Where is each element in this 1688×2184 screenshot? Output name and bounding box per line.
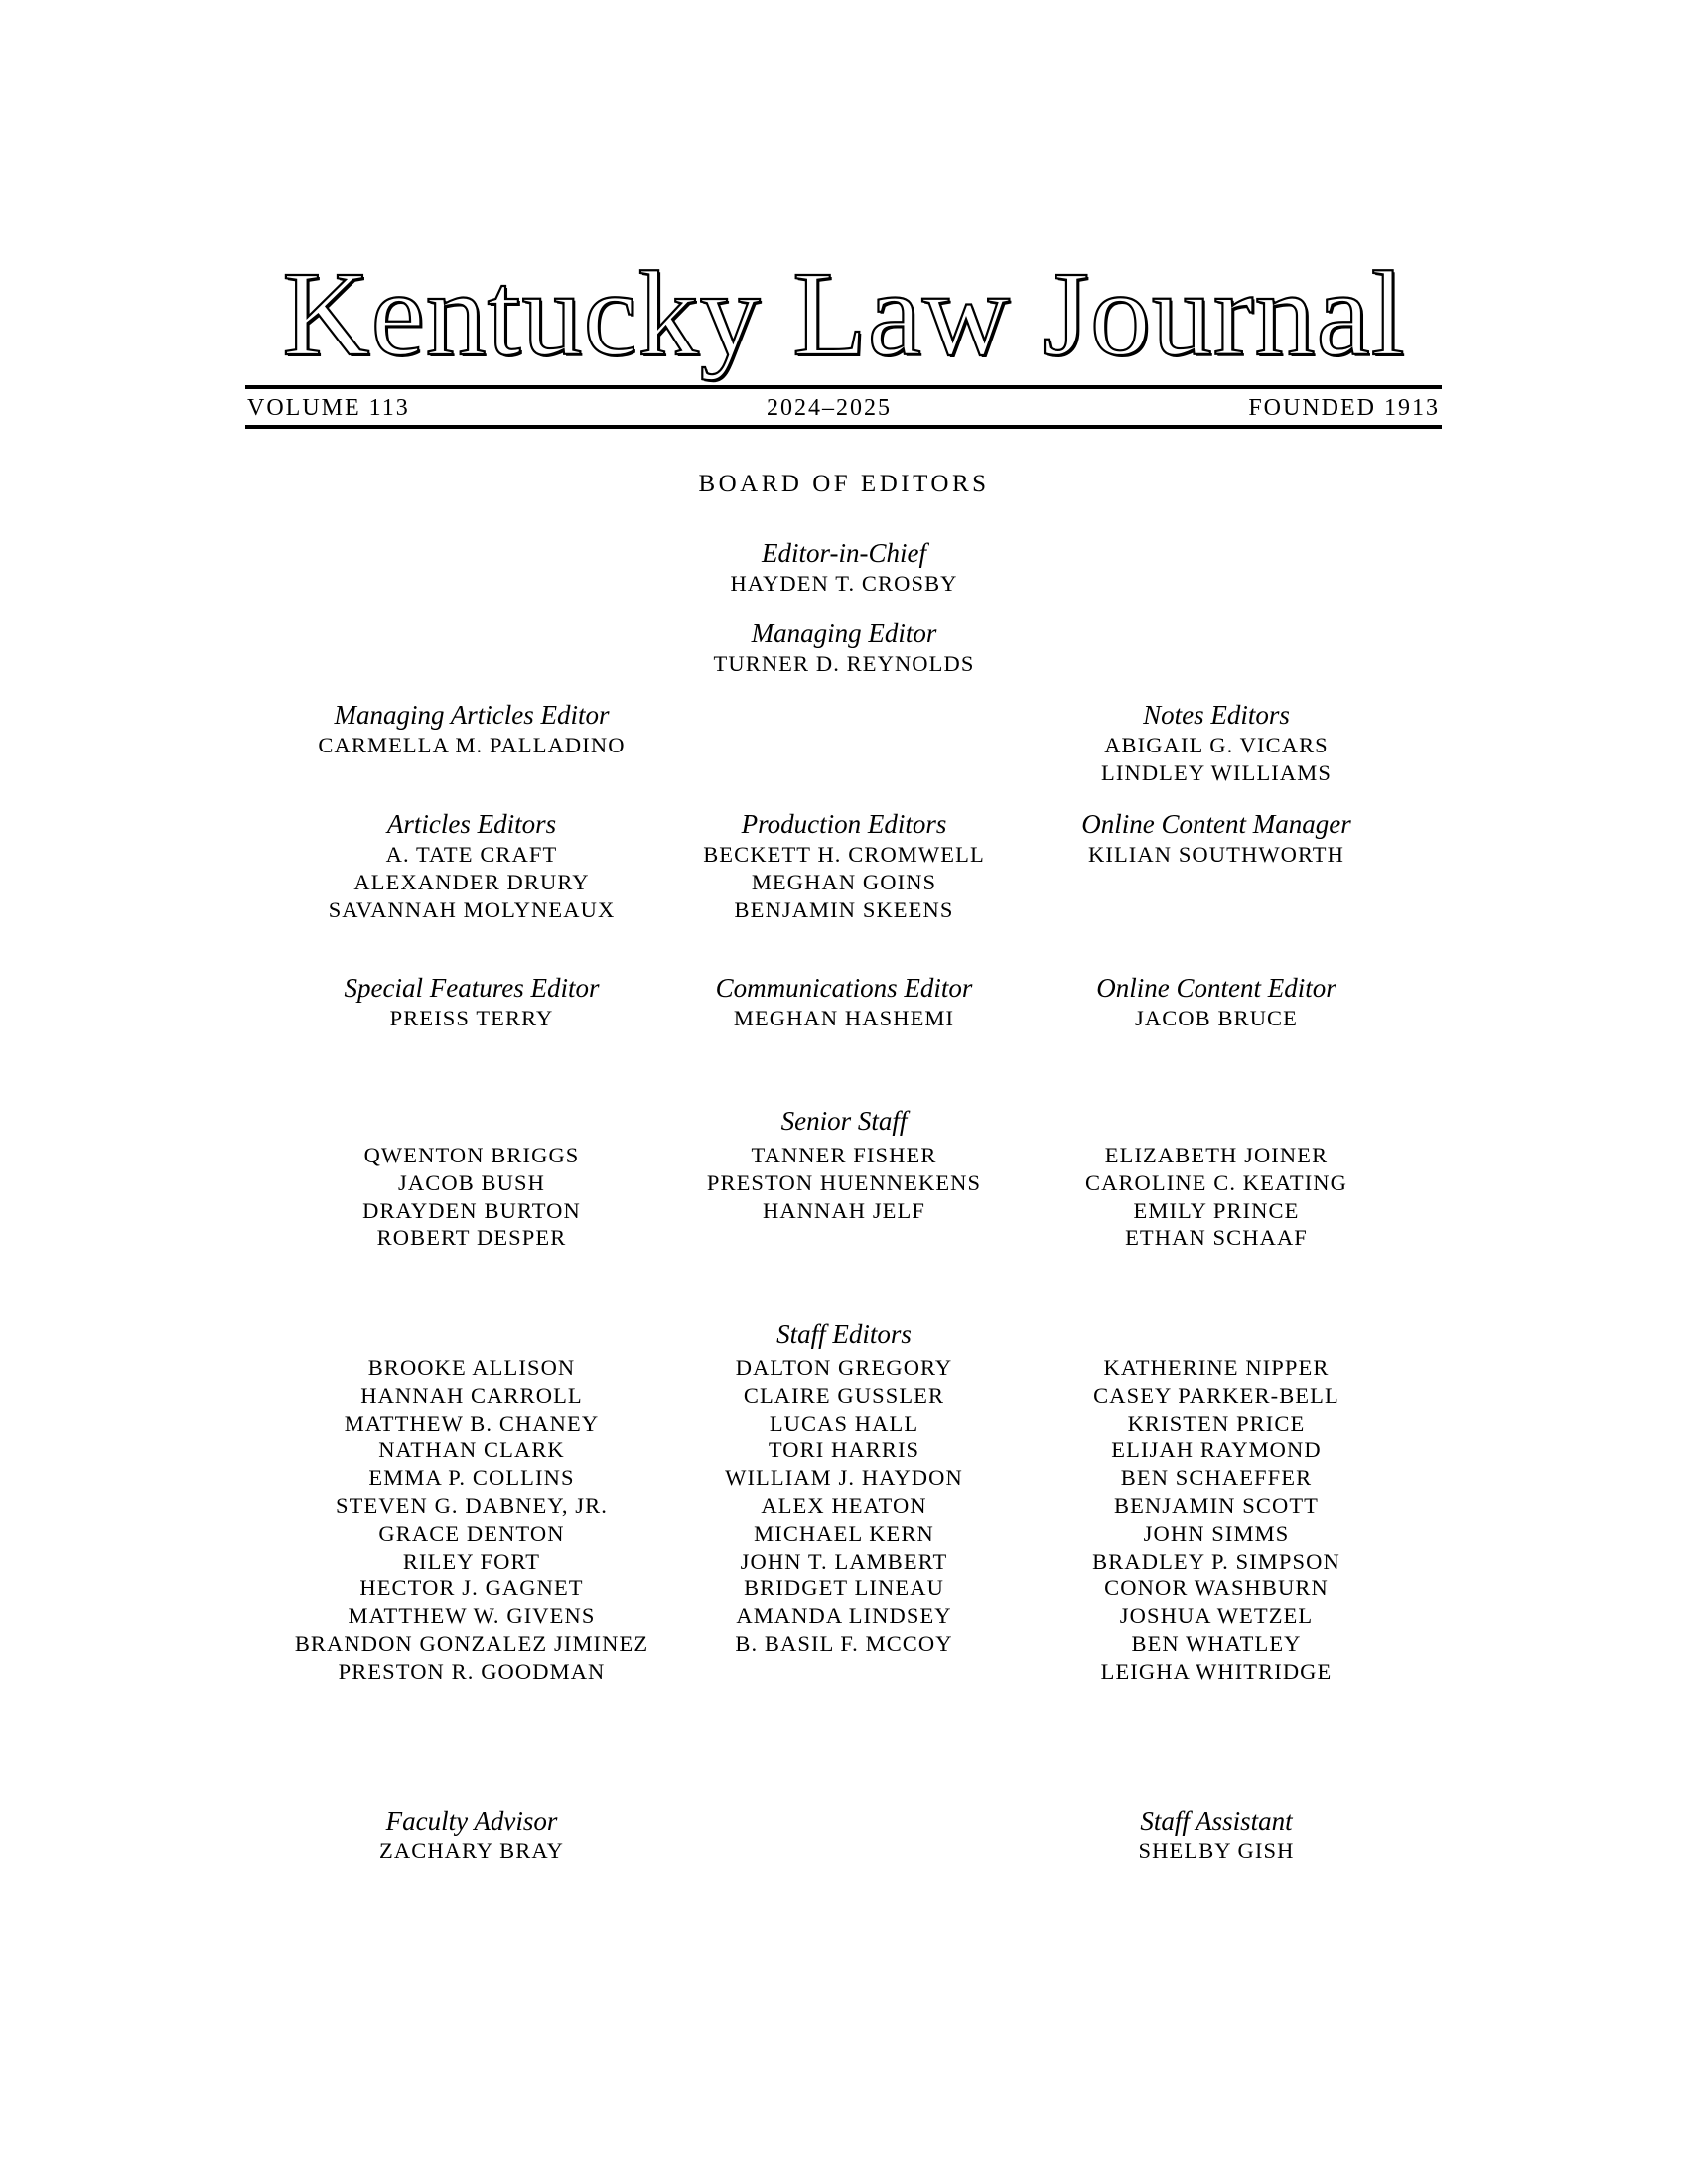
person-name: ETHAN SCHAAF: [1125, 1225, 1308, 1251]
person-name: HECTOR J. GAGNET: [359, 1575, 584, 1601]
person-name: JACOB BUSH: [398, 1169, 545, 1195]
person-name: B. BASIL F. MCCOY: [735, 1630, 953, 1656]
volume-label: VOLUME 113: [247, 394, 410, 421]
name-list: [968, 841, 1465, 869]
person-name: KRISTEN PRICE: [1127, 1410, 1306, 1435]
person-name: PRESTON HUENNEKENS: [706, 1169, 982, 1195]
name-list: [968, 1838, 1465, 1865]
name-list: [223, 732, 720, 759]
name-list: [223, 1838, 720, 1865]
section-heading: Production Editors: [741, 809, 947, 839]
person-name: WILLIAM J. HAYDON: [725, 1465, 963, 1491]
section-heading: Faculty Advisor: [385, 1806, 558, 1836]
person-name: GRACE DENTON: [378, 1520, 565, 1546]
senior-staff-heading-block: [596, 1104, 1092, 1138]
section-heading: Managing Editor: [751, 618, 937, 648]
section-heading: Communications Editor: [715, 973, 973, 1003]
person-name: PREISS TERRY: [389, 1006, 554, 1030]
person-name: ROBERT DESPER: [376, 1225, 567, 1251]
managing-editor-block: [596, 616, 1092, 678]
person-name: ALEX HEATON: [761, 1492, 927, 1518]
person-name: HAYDEN T. CROSBY: [730, 571, 958, 596]
person-name: TURNER D. REYNOLDS: [713, 651, 975, 676]
person-name: BRANDON GONZALEZ JIMINEZ: [294, 1630, 649, 1656]
person-name: BRADLEY P. SIMPSON: [1092, 1548, 1340, 1573]
name-list: [968, 1005, 1465, 1032]
person-name: JOHN T. LAMBERT: [740, 1548, 948, 1573]
name-list: [968, 732, 1465, 787]
person-name: ELIJAH RAYMOND: [1111, 1437, 1322, 1463]
section-heading: Online Content Manager: [1081, 809, 1351, 839]
editor-in-chief-block: [596, 536, 1092, 598]
section-heading: Staff Assistant: [1140, 1806, 1293, 1836]
person-name: BRIDGET LINEAU: [744, 1575, 944, 1601]
section-heading: Special Features Editor: [344, 973, 600, 1003]
person-name: BENJAMIN SKEENS: [734, 896, 954, 922]
years-label: 2024–2025: [767, 394, 893, 421]
person-name: LINDLEY WILLIAMS: [1101, 759, 1332, 785]
person-name: BEN WHATLEY: [1131, 1630, 1302, 1656]
person-name: MATTHEW W. GIVENS: [348, 1603, 596, 1629]
section-heading: Notes Editors: [1143, 700, 1290, 730]
person-name: JOSHUA WETZEL: [1119, 1603, 1314, 1629]
senior-staff-right-column: [968, 1142, 1465, 1252]
person-name: LUCAS HALL: [769, 1410, 919, 1435]
section-heading: Managing Articles Editor: [334, 700, 610, 730]
online-content-editor-block: [968, 971, 1465, 1032]
person-name: HANNAH CARROLL: [360, 1382, 583, 1408]
section-heading: Editor-in-Chief: [762, 538, 926, 568]
person-name: EMMA P. COLLINS: [368, 1465, 575, 1491]
person-name: BROOKE ALLISON: [367, 1355, 576, 1380]
masthead-info-bar: [247, 393, 1440, 423]
masthead-rule-top: [245, 385, 1442, 389]
person-name: JOHN SIMMS: [1143, 1520, 1290, 1546]
board-title: BOARD OF EDITORS: [698, 471, 990, 497]
person-name: TORI HARRIS: [768, 1437, 920, 1463]
person-name: MICHAEL KERN: [754, 1520, 934, 1546]
name-list: [968, 1142, 1465, 1252]
person-name: HANNAH JELF: [763, 1197, 925, 1223]
person-name: CASEY PARKER-BELL: [1093, 1382, 1339, 1408]
person-name: BECKETT H. CROMWELL: [703, 842, 985, 867]
person-name: MATTHEW B. CHANEY: [344, 1410, 600, 1435]
person-name: EMILY PRINCE: [1133, 1197, 1300, 1223]
person-name: ELIZABETH JOINER: [1104, 1143, 1329, 1167]
faculty-advisor-block: [223, 1804, 720, 1865]
staff-editors-right-column: [968, 1354, 1465, 1686]
person-name: NATHAN CLARK: [378, 1437, 565, 1463]
journal-title: Kentucky Law Journal: [282, 247, 1406, 381]
person-name: SAVANNAH MOLYNEAUX: [328, 896, 616, 922]
name-list: [596, 650, 1092, 678]
person-name: ALEXANDER DRURY: [353, 869, 590, 894]
person-name: JACOB BRUCE: [1134, 1006, 1298, 1030]
staff-assistant-block: [968, 1804, 1465, 1865]
person-name: KILIAN SOUTHWORTH: [1088, 842, 1344, 867]
person-name: RILEY FORT: [402, 1548, 541, 1573]
managing-articles-editor-block: [223, 698, 720, 759]
person-name: ZACHARY BRAY: [379, 1839, 564, 1863]
person-name: SHELBY GISH: [1138, 1839, 1295, 1863]
person-name: QWENTON BRIGGS: [363, 1143, 580, 1167]
section-heading: Staff Editors: [776, 1319, 912, 1349]
staff-editors-heading-block: [596, 1317, 1092, 1351]
section-heading: Online Content Editor: [1096, 973, 1336, 1003]
person-name: KATHERINE NIPPER: [1103, 1355, 1330, 1380]
person-name: A. TATE CRAFT: [385, 842, 558, 867]
person-name: LEIGHA WHITRIDGE: [1100, 1658, 1333, 1684]
person-name: PRESTON R. GOODMAN: [338, 1658, 606, 1684]
section-heading: Articles Editors: [386, 809, 557, 839]
person-name: MEGHAN HASHEMI: [733, 1006, 955, 1030]
person-name: ABIGAIL G. VICARS: [1104, 733, 1329, 757]
section-heading: Senior Staff: [780, 1106, 908, 1136]
person-name: CONOR WASHBURN: [1104, 1575, 1329, 1601]
name-list: [596, 570, 1092, 598]
person-name: CAROLINE C. KEATING: [1084, 1169, 1347, 1195]
masthead-rule-bottom: [245, 425, 1442, 429]
person-name: MEGHAN GOINS: [751, 869, 937, 894]
online-content-manager-block: [968, 807, 1465, 869]
person-name: TANNER FISHER: [751, 1143, 937, 1167]
person-name: BENJAMIN SCOTT: [1113, 1492, 1320, 1518]
person-name: STEVEN G. DABNEY, JR.: [336, 1492, 608, 1518]
person-name: CLAIRE GUSSLER: [743, 1382, 945, 1408]
notes-editors-block: [968, 698, 1465, 787]
person-name: DRAYDEN BURTON: [362, 1197, 581, 1223]
name-list: [968, 1354, 1465, 1686]
person-name: DALTON GREGORY: [735, 1355, 953, 1380]
person-name: AMANDA LINDSEY: [736, 1603, 952, 1629]
founded-label: FOUNDED 1913: [1248, 394, 1440, 421]
person-name: BEN SCHAEFFER: [1120, 1465, 1313, 1491]
person-name: CARMELLA M. PALLADINO: [318, 733, 626, 757]
